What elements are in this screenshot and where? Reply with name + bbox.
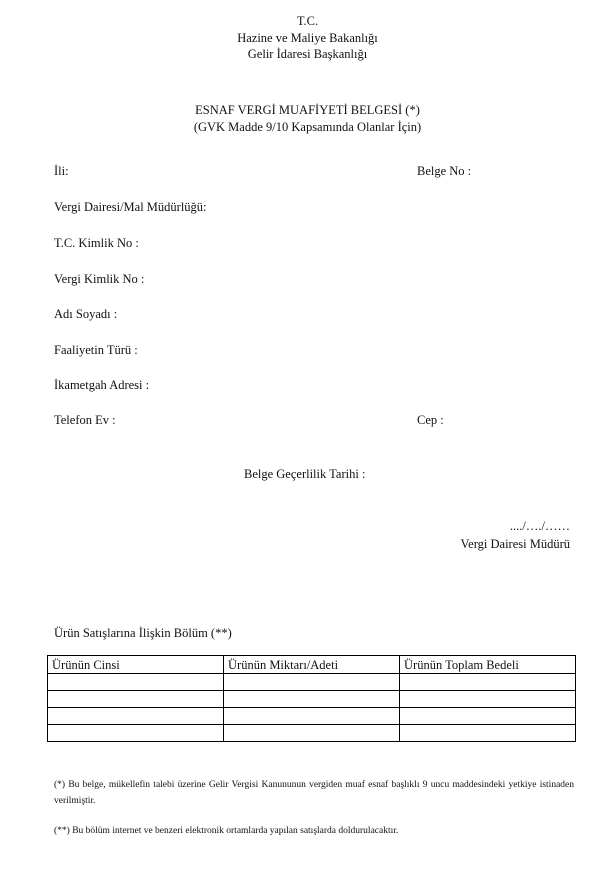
table-cell[interactable] [48, 674, 224, 691]
table-cell[interactable] [400, 708, 576, 725]
validity-date-label: Belge Geçerlilik Tarihi : [244, 467, 366, 481]
table-cell[interactable] [400, 725, 576, 742]
signature-title: Vergi Dairesi Müdürü [460, 537, 570, 551]
table-cell[interactable] [48, 725, 224, 742]
column-header: Ürünün Miktarı/Adeti [224, 656, 400, 674]
field-belge-no: Belge No : [417, 164, 472, 178]
column-header: Ürünün Cinsi [48, 656, 224, 674]
table-cell[interactable] [224, 725, 400, 742]
table-cell[interactable] [224, 708, 400, 725]
field-vergi-kimlik: Vergi Kimlik No : [54, 272, 145, 286]
field-il: İli: [54, 164, 69, 178]
footnote-2: (**) Bu bölüm internet ve benzeri elektronik ortamlarda yapılan satışlarda doldurulacaktır. [54, 826, 399, 836]
table-row [48, 691, 576, 708]
signature-date: ..../…./…… [509, 519, 570, 533]
table-cell[interactable] [224, 674, 400, 691]
table-header-row [48, 656, 576, 674]
field-cep: Cep : [417, 413, 444, 427]
column-header: Ürünün Toplam Bedeli [400, 656, 576, 674]
table-cell[interactable] [400, 691, 576, 708]
table-row [48, 725, 576, 742]
table-row [48, 674, 576, 691]
header-ministry: Hazine ve Maliye Bakanlığı [237, 31, 378, 45]
table-cell[interactable] [48, 691, 224, 708]
field-ikametgah: İkametgah Adresi : [54, 378, 150, 392]
header-directorate: Gelir İdaresi Başkanlığı [247, 47, 368, 61]
document-title: ESNAF VERGİ MUAFİYETİ BELGESİ (*) [195, 103, 420, 117]
footnote-1: (*) Bu belge, mükellefin talebi üzerine Gelir Vergisi Kanununun vergiden muaf esnaf başlıklı 9 uncu maddesindeki yetkiye istinaden verilmiştir. [54, 780, 574, 806]
field-faaliyet: Faaliyetin Türü : [54, 343, 138, 357]
sales-section-title: Ürün Satışlarına İlişkin Bölüm (**) [54, 626, 232, 640]
table-row [48, 708, 576, 725]
field-telefon-ev: Telefon Ev : [54, 413, 116, 427]
field-tc-kimlik: T.C. Kimlik No : [54, 236, 139, 250]
field-vergi-dairesi: Vergi Dairesi/Mal Müdürlüğü: [54, 200, 207, 214]
table-cell[interactable] [400, 674, 576, 691]
sales-table [47, 655, 576, 742]
header-tc: T.C. [296, 14, 319, 28]
document-subtitle: (GVK Madde 9/10 Kapsamında Olanlar İçin) [193, 120, 422, 134]
field-adi-soyadi: Adı Soyadı : [54, 307, 118, 321]
table-cell[interactable] [48, 708, 224, 725]
table-cell[interactable] [224, 691, 400, 708]
